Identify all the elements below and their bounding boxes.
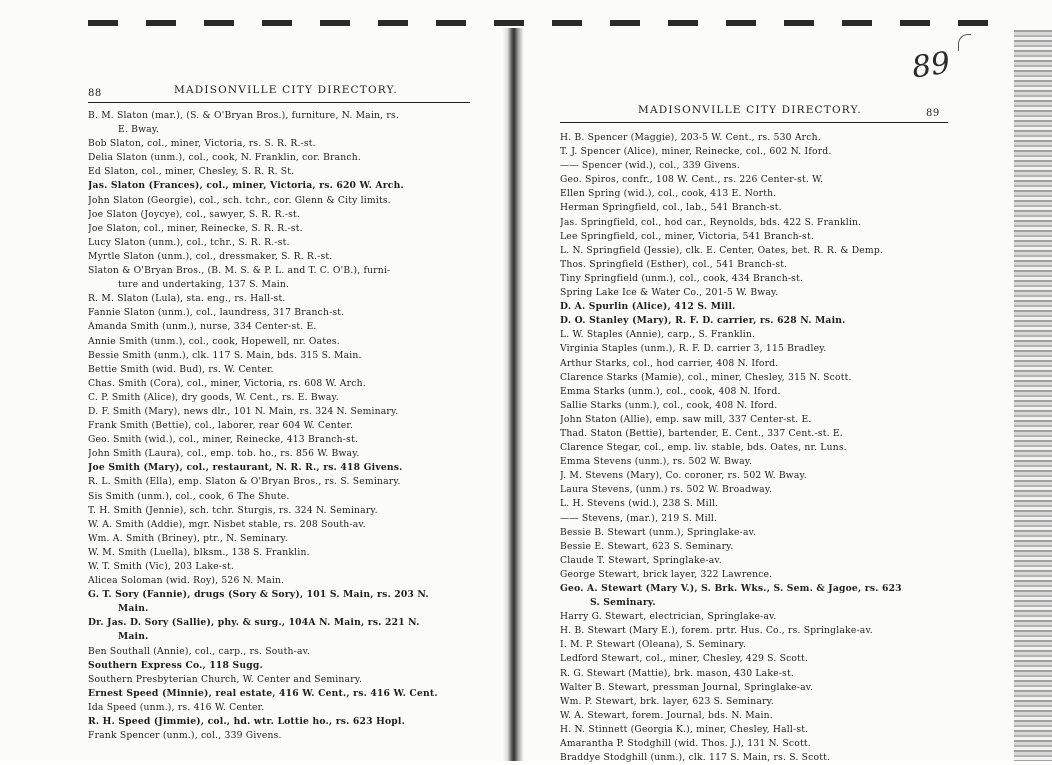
directory-entry: W. A. Smith (Addie), mgr. Nisbet stable, rs. 208 South-av. [88,518,366,530]
directory-entry: Joe Slaton, col., miner, Reinecke, S. R. R.-st. [88,222,303,234]
directory-entry: Walter B. Stewart, pressman Journal, Springlake-av. [560,681,814,693]
entry-continuation: Main. [118,603,149,615]
directory-entry: Annie Smith (unm.), col., cook, Hopewell, nr. Oates. [88,335,340,347]
directory-entry: T. H. Smith (Jennie), sch. tchr. Sturgis, rs. 324 N. Seminary. [88,504,378,516]
directory-entry: C. P. Smith (Alice), dry goods, W. Cent., rs. E. Bway. [88,391,339,403]
directory-entry: Bessie B. Stewart (unm.), Springlake-av. [560,526,757,538]
left-page-title: MADISONVILLE CITY DIRECTORY. [174,84,398,96]
directory-entry: Bettie Smith (wid. Bud), rs. W. Center. [88,363,274,375]
directory-entry: John Smith (Laura), col., emp. tob. ho., rs. 856 W. Bway. [88,448,360,460]
directory-entry: G. T. Sory (Fannie), drugs (Sory & Sory), 101 S. Main, rs. 203 N. [88,589,429,601]
directory-entry: L. W. Staples (Annie), carp., S. Franklin. [560,329,756,341]
directory-entry: Alicea Soloman (wid. Roy), 526 N. Main. [88,575,285,587]
directory-entry: Emma Starks (unm.), col., cook, 408 N. Iford. [560,385,781,397]
directory-entry: Ed Slaton, col., miner, Chesley, S. R. R. St. [88,166,295,178]
directory-entry: B. M. Slaton (mar.), (S. & O'Bryan Bros.), furniture, N. Main, rs. [88,110,399,121]
directory-entry: Braddye Stodghill (unm.), clk. 117 S. Main, rs. S. Scott. [560,752,831,764]
directory-entry: Jas. Slaton (Frances), col., miner, Victoria, rs. 620 W. Arch. [88,180,404,192]
right-page-title: MADISONVILLE CITY DIRECTORY. [638,104,862,116]
left-entries-list [88,109,486,743]
directory-entry: Geo. Smith (wid.), col., miner, Reinecke, 413 Branch-st. [88,434,359,446]
directory-entry: Fannie Slaton (unm.), col., laundress, 317 Branch-st. [88,307,345,319]
directory-entry: Ida Speed (unm.), rs. 416 W. Center. [88,701,265,713]
left-page-number: 88 [88,88,102,99]
directory-entry: L. H. Stevens (wid.), 238 S. Mill. [560,498,719,510]
directory-entry: George Stewart, brick layer, 322 Lawrence. [560,568,773,580]
directory-entry: Laura Stevens, (unm.) rs. 502 W. Broadway. [560,484,773,496]
right-page-header [560,98,960,122]
entry-continuation: S. Seminary. [590,597,656,609]
top-edge-dashes [88,20,1008,26]
left-page [88,78,486,743]
directory-entry: Myrtle Slaton (unm.), col., dressmaker, S. R. R.-st. [88,250,333,262]
left-header-rule [88,102,470,103]
directory-entry: D. O. Stanley (Mary), R. F. D. carrier, rs. 628 N. Main. [560,315,846,327]
right-page [560,98,960,765]
directory-entry: Bob Slaton, col., miner, Victoria, rs. S. R. R.-st. [88,138,316,150]
directory-entry: Southern Presbyterian Church, W. Center and Seminary. [88,673,363,685]
directory-entry: Joe Smith (Mary), col., restaurant, N. R. R., rs. 418 Givens. [88,462,403,474]
directory-entry: W. M. Smith (Luella), blksm., 138 S. Franklin. [88,546,310,558]
directory-entry: Wm. P. Stewart, brk. layer, 623 S. Seminary. [560,695,774,707]
right-entries-list [560,131,960,765]
directory-entry: Clarence Stegar, col., emp. liv. stable, bds. Oates, nr. Luns. [560,442,847,454]
pencil-mark [958,34,971,51]
directory-entry: Ernest Speed (Minnie), real estate, 416 W. Cent., rs. 416 W. Cent. [88,687,438,699]
directory-entry: —— Stevens, (mar.), 219 S. Mill. [560,512,718,524]
directory-entry: Chas. Smith (Cora), col., miner, Victoria, rs. 608 W. Arch. [88,377,366,389]
directory-entry: W. T. Smith (Vic), 203 Lake-st. [88,561,235,572]
directory-entry: Ellen Spring (wid.), col., cook, 413 E. North. [560,188,777,200]
directory-entry: Jas. Springfield, col., hod car., Reynolds, bds. 422 S. Franklin. [560,216,862,228]
directory-entry: Ben Southall (Annie), col., carp., rs. South-av. [88,645,311,657]
directory-entry: Amarantha P. Stodghill (wid. Thos. J.), 131 N. Scott. [560,738,811,750]
directory-entry: Lee Springfield, col., miner, Victoria, 541 Branch-st. [560,230,814,242]
right-page-number: 89 [926,108,940,119]
directory-entry: Ledford Stewart, col., miner, Chesley, 429 S. Scott. [560,653,809,665]
directory-entry: Bessie E. Stewart, 623 S. Seminary. [560,540,734,552]
directory-entry: Emma Stevens (unm.), rs. 502 W. Bway. [560,456,753,468]
directory-entry: D. A. Spurlin (Alice), 412 S. Mill. [560,301,736,313]
directory-entry: I. M. P. Stewart (Oleana), S. Seminary. [560,639,747,651]
directory-entry: W. A. Stewart, forem. Journal, bds. N. Main. [560,709,773,721]
directory-entry: R. L. Smith (Ella), emp. Slaton & O'Bryan Bros., rs. S. Seminary. [88,476,401,488]
directory-entry: Amanda Smith (unm.), nurse, 334 Center-st. E. [88,321,317,333]
directory-entry: Frank Smith (Bettie), col., laborer, rear 604 W. Center. [88,420,354,432]
directory-entry: J. M. Stevens (Mary), Co. coroner, rs. 502 W. Bway. [560,470,807,482]
directory-entry: Delia Slaton (unm.), col., cook, N. Franklin, cor. Branch. [88,152,361,164]
directory-entry: Joe Slaton (Joycye), col., sawyer, S. R. R.-st. [88,208,301,220]
directory-entry: Spring Lake Ice & Water Co., 201-5 W. Bway. [560,287,779,299]
book-gutter [502,28,524,761]
directory-entry: R. M. Slaton (Lula), sta. eng., rs. Hall-st. [88,293,286,305]
directory-entry: H. B. Spencer (Maggie), 203-5 W. Cent., rs. 530 Arch. [560,132,821,143]
directory-entry: Harry G. Stewart, electrician, Springlake-av. [560,611,777,623]
entry-continuation: Main. [118,631,149,643]
entry-continuation: E. Bway. [118,124,160,136]
page-edge-shadow [1014,30,1052,761]
directory-entry: R. H. Speed (Jimmie), col., hd. wtr. Lottie ho., rs. 623 Hopl. [88,716,406,728]
directory-entry: Geo. Spiros, confr., 108 W. Cent., rs. 226 Center-st. W. [560,174,824,186]
directory-entry: Slaton & O'Bryan Bros., (B. M. S. & P. L. and T. C. O'B.), furni- [88,265,391,277]
directory-entry: H. N. Stinnett (Georgia K.), miner, Chesley, Hall-st. [560,723,809,735]
directory-entry: T. J. Spencer (Alice), miner, Reinecke, col., 602 N. Iford. [560,146,832,158]
left-page-header [88,78,486,102]
directory-entry: —— Spencer (wid.), col., 339 Givens. [560,160,740,172]
directory-entry: Sis Smith (unm.), col., cook, 6 The Shute. [88,490,290,502]
directory-entry: Thad. Staton (Bettie), bartender, E. Cent., 337 Cent.-st. E. [560,427,843,439]
entry-continuation: ture and undertaking, 137 S. Main. [118,279,290,291]
directory-entry: Herman Springfield, col., lab., 541 Branch-st. [560,202,782,214]
right-header-rule [560,122,948,123]
handwritten-page-number: 89 [909,45,953,86]
directory-entry: Frank Spencer (unm.), col., 339 Givens. [88,730,282,742]
directory-entry: R. G. Stewart (Mattie), brk. mason, 430 Lake-st. [560,667,794,679]
directory-entry: Arthur Starks, col., hod carrier, 408 N. Iford. [560,357,779,369]
directory-entry: Lucy Slaton (unm.), col., tchr., S. R. R.-st. [88,236,290,248]
directory-entry: D. F. Smith (Mary), news dlr., 101 N. Main, rs. 324 N. Seminary. [88,405,399,417]
directory-entry: Bessie Smith (unm.), clk. 117 S. Main, bds. 315 S. Main. [88,349,362,361]
directory-entry: John Staton (Allie), emp. saw mill, 337 Center-st. E. [560,413,812,425]
directory-entry: Dr. Jas. D. Sory (Sallie), phy. & surg., 104A N. Main, rs. 221 N. [88,617,420,629]
directory-entry: Clarence Starks (Mamie), col., miner, Chesley, 315 N. Scott. [560,371,852,383]
directory-entry: Sallie Starks (unm.), col., cook, 408 N. Iford. [560,399,778,411]
directory-entry: Southern Express Co., 118 Sugg. [88,659,263,671]
directory-entry: Wm. A. Smith (Briney), ptr., N. Seminary. [88,532,288,544]
directory-entry: Thos. Springfield (Esther), col., 541 Branch-st. [560,258,788,270]
directory-entry: Geo. A. Stewart (Mary V.), S. Brk. Wks., S. Sem. & Jagoe, rs. 623 [560,583,902,594]
directory-entry: Tiny Springfield (unm.), col., cook, 434 Branch-st. [560,272,804,284]
directory-entry: John Slaton (Georgie), col., sch. tchr., cor. Glenn & City limits. [88,194,391,206]
directory-entry: H. B. Stewart (Mary E.), forem. prtr. Hus. Co., rs. Springlake-av. [560,625,873,637]
directory-entry: Virginia Staples (unm.), R. F. D. carrier 3, 115 Bradley. [560,343,827,355]
directory-entry: L. N. Springfield (Jessie), clk. E. Center, Oates, bet. R. R. & Demp. [560,244,884,256]
directory-entry: Claude T. Stewart, Springlake-av. [560,554,722,566]
